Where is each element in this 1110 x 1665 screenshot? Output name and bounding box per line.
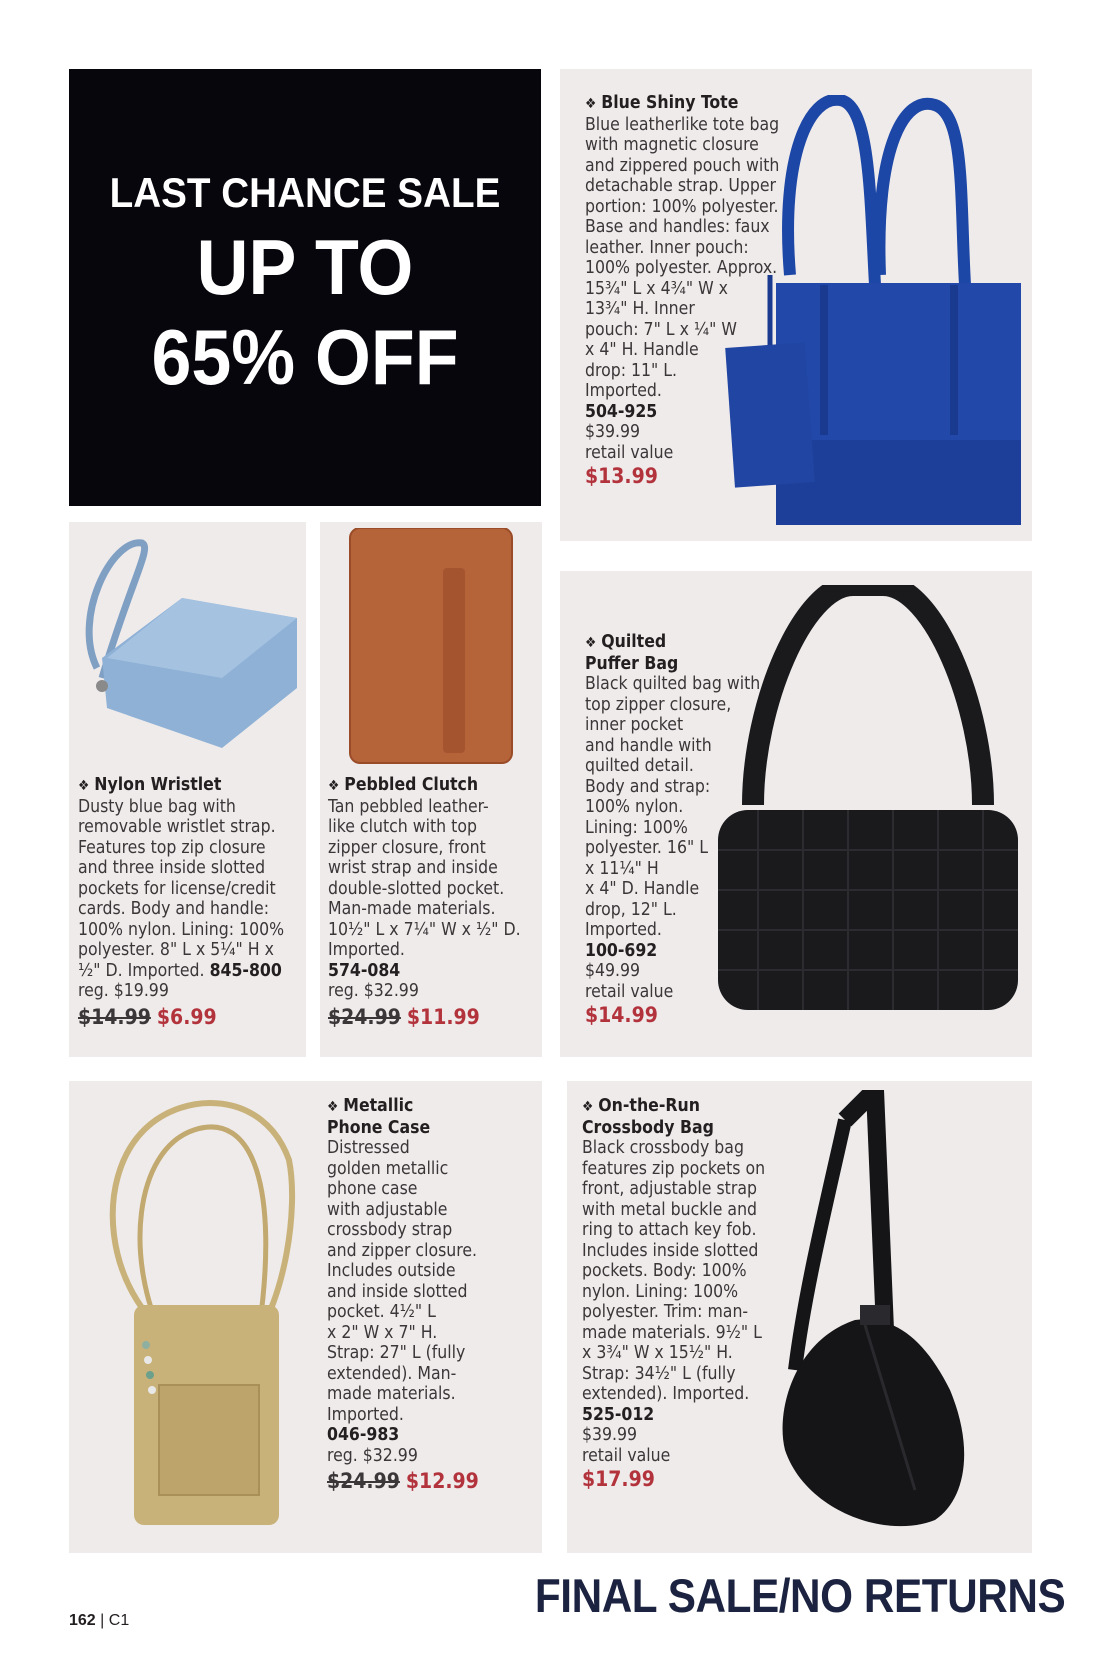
promo-percent-off: 65% OFF: [151, 313, 459, 401]
puffer-line: quilted detail.: [585, 756, 694, 776]
tote-sku: 504-925: [585, 401, 658, 422]
puffer-line: 100% nylon.: [585, 797, 684, 817]
tote-line: drop: 11" L.: [585, 360, 678, 381]
page-number: 162: [69, 1612, 96, 1629]
gold-phone-case-image: [104, 1090, 304, 1530]
crossbody-sale-price: $17.99: [582, 1467, 655, 1491]
crossbody-line: Strap: 34½" L (fully: [582, 1363, 736, 1384]
tote-line: 13¾" H. Inner: [585, 299, 695, 319]
puffer-description: [585, 632, 775, 1028]
black-crossbody-image: [765, 1090, 995, 1540]
clutch-name: ❖ Pebbled Clutch: [328, 775, 479, 795]
puffer-name: ❖ Quilted: [585, 632, 667, 652]
crossbody-line: nylon. Lining: 100%: [582, 1281, 739, 1302]
wristlet-name: ❖ Nylon Wristlet: [78, 775, 222, 795]
phone-case-line: and inside slotted: [327, 1281, 468, 1302]
phone-case-line: extended). Man-: [327, 1363, 457, 1384]
phone-case-line: x 2" W x 7" H.: [327, 1322, 438, 1343]
wristlet-price-row: [78, 1004, 304, 1030]
phone-case-line: Imported.: [327, 1404, 404, 1425]
wristlet-last-line: ½" D. Imported. 845-800: [78, 960, 282, 981]
wristlet-line: removable wristlet strap.: [78, 817, 276, 837]
tote-line: Blue leatherlike tote bag: [585, 114, 780, 135]
clutch-sku: 574-084: [328, 960, 401, 981]
puffer-retail-price: $49.99: [585, 961, 641, 981]
wristlet-line: 100% nylon. Lining: 100%: [78, 919, 285, 940]
blue-wristlet-image: [72, 538, 302, 763]
promo-banner: [69, 69, 541, 506]
crossbody-line: Black crossbody bag: [582, 1138, 744, 1158]
promo-up-to: UP TO: [196, 223, 414, 311]
puffer-line: Body and strap:: [585, 776, 711, 797]
tote-line: Imported.: [585, 381, 662, 401]
tote-retail-price: $39.99: [585, 422, 641, 442]
crossbody-line: polyester. Trim: man-: [582, 1302, 749, 1322]
diamond-icon: ❖: [585, 635, 597, 651]
tote-line: with magnetic closure: [585, 135, 759, 155]
crossbody-line: extended). Imported.: [582, 1384, 750, 1404]
diamond-icon: ❖: [78, 778, 90, 794]
clutch-description: [328, 775, 540, 1030]
phone-case-line: and zipper closure.: [327, 1240, 478, 1261]
tote-line: pouch: 7" L x ¼" W: [585, 319, 737, 340]
clutch-line: like clutch with top: [328, 817, 477, 837]
crossbody-name-2: Crossbody Bag: [582, 1117, 714, 1138]
section-code: C1: [108, 1612, 130, 1629]
final-sale-notice: FINAL SALE/NO RETURNS: [534, 1569, 1065, 1622]
phone-case-line: pocket. 4½" L: [327, 1302, 436, 1322]
phone-case-line: with adjustable: [327, 1199, 448, 1220]
puffer-name-2: Puffer Bag: [585, 653, 679, 674]
clutch-reg-price: reg. $32.99: [328, 981, 419, 1001]
puffer-retail-label: retail value: [585, 981, 674, 1002]
tote-line: 15¾" L x 4¾" W x: [585, 278, 728, 299]
wristlet-line: Features top zip closure: [78, 837, 266, 858]
phone-case-name-2: Phone Case: [327, 1117, 431, 1138]
crossbody-line: with metal buckle and: [582, 1199, 758, 1220]
crossbody-description: [582, 1096, 782, 1492]
crossbody-sku: 525-012: [582, 1404, 655, 1425]
crossbody-line: Includes inside slotted: [582, 1240, 759, 1261]
crossbody-retail-label: retail value: [582, 1445, 671, 1466]
diamond-icon: ❖: [328, 778, 340, 794]
tote-line: x 4" H. Handle: [585, 340, 699, 360]
clutch-line: Man-made materials.: [328, 899, 496, 919]
tote-line: 100% polyester. Approx.: [585, 258, 778, 278]
puffer-sku: 100-692: [585, 940, 658, 961]
crossbody-line: front, adjustable strap: [582, 1179, 757, 1199]
clutch-old-price: $24.99: [328, 1004, 401, 1029]
puffer-line: top zipper closure,: [585, 694, 732, 715]
crossbody-line: features zip pockets on: [582, 1158, 766, 1179]
tote-description: [585, 93, 795, 489]
phone-case-sale-price: $12.99: [405, 1469, 479, 1493]
puffer-line: and handle with: [585, 735, 712, 756]
wristlet-line: pockets for license/credit: [78, 878, 276, 899]
footer-separator: |: [100, 1612, 105, 1629]
puffer-line: x 4" D. Handle: [585, 879, 700, 899]
clutch-line: Tan pebbled leather-: [328, 796, 489, 817]
puffer-line: drop, 12" L.: [585, 899, 677, 920]
phone-case-old-price: $24.99: [327, 1469, 400, 1493]
clutch-line: zipper closure, front: [328, 837, 486, 858]
crossbody-line: pockets. Body: 100%: [582, 1261, 747, 1281]
phone-case-sku: 046-983: [327, 1425, 400, 1445]
phone-case-reg-price: reg. $32.99: [327, 1445, 418, 1466]
phone-case-line: Distressed: [327, 1138, 410, 1158]
tote-line: Base and handles: faux: [585, 217, 770, 237]
phone-case-line: Strap: 27" L (fully: [327, 1343, 466, 1363]
puffer-line: x 11¼" H: [585, 858, 659, 879]
tote-line: detachable strap. Upper: [585, 176, 777, 196]
clutch-sale-price: $11.99: [406, 1004, 480, 1029]
wristlet-sale-price: $6.99: [156, 1004, 217, 1029]
wristlet-line: Dusty blue bag with: [78, 796, 236, 817]
puffer-line: Lining: 100%: [585, 817, 688, 838]
phone-case-line: Includes outside: [327, 1261, 456, 1281]
phone-case-line: golden metallic: [327, 1158, 449, 1179]
phone-case-name: ❖ Metallic: [327, 1096, 414, 1116]
wristlet-line: and three inside slotted: [78, 858, 266, 878]
wristlet-description: [78, 775, 304, 1030]
promo-headline: LAST CHANCE SALE: [109, 169, 501, 216]
tote-name: ❖ Blue Shiny Tote: [585, 93, 739, 113]
phone-case-price-row: [327, 1468, 537, 1494]
tote-sale-price: $13.99: [585, 464, 658, 488]
diamond-icon: ❖: [327, 1099, 339, 1115]
phone-case-line: crossbody strap: [327, 1220, 453, 1240]
wristlet-old-price: $14.99: [78, 1004, 151, 1029]
clutch-price-row: [328, 1004, 540, 1030]
clutch-line: Imported.: [328, 940, 405, 960]
crossbody-line: made materials. 9½" L: [582, 1322, 762, 1343]
clutch-line: double-slotted pocket.: [328, 878, 505, 899]
clutch-line: 10½" L x 7¼" W x ½" D.: [328, 919, 521, 940]
page-footer: [69, 1612, 129, 1630]
tote-line: leather. Inner pouch:: [585, 237, 749, 258]
puffer-line: inner pocket: [585, 715, 684, 735]
wristlet-line: cards. Body and handle:: [78, 899, 270, 919]
tote-line: and zippered pouch with: [585, 155, 780, 176]
tote-retail-label: retail value: [585, 442, 674, 463]
phone-case-description: [327, 1096, 537, 1494]
tote-line: portion: 100% polyester.: [585, 196, 779, 217]
crossbody-name: ❖ On-the-Run: [582, 1096, 700, 1116]
wristlet-reg-price: reg. $19.99: [78, 981, 169, 1001]
wristlet-line: polyester. 8" L x 5¼" H x: [78, 940, 274, 960]
puffer-line: polyester. 16" L: [585, 838, 708, 858]
phone-case-line: made materials.: [327, 1384, 456, 1404]
phone-case-line: phone case: [327, 1179, 418, 1199]
wristlet-sku: 845-800: [209, 960, 282, 981]
puffer-sale-price: $14.99: [585, 1003, 658, 1027]
diamond-icon: ❖: [582, 1099, 594, 1115]
puffer-line: Black quilted bag with: [585, 674, 761, 694]
puffer-line: Imported.: [585, 920, 662, 940]
crossbody-line: x 3¾" W x 15½" H.: [582, 1343, 733, 1363]
crossbody-retail-price: $39.99: [582, 1425, 638, 1445]
crossbody-line: ring to attach key fob.: [582, 1220, 757, 1240]
clutch-line: wrist strap and inside: [328, 858, 498, 878]
diamond-icon: ❖: [585, 96, 597, 112]
tan-clutch-image: [338, 528, 518, 768]
